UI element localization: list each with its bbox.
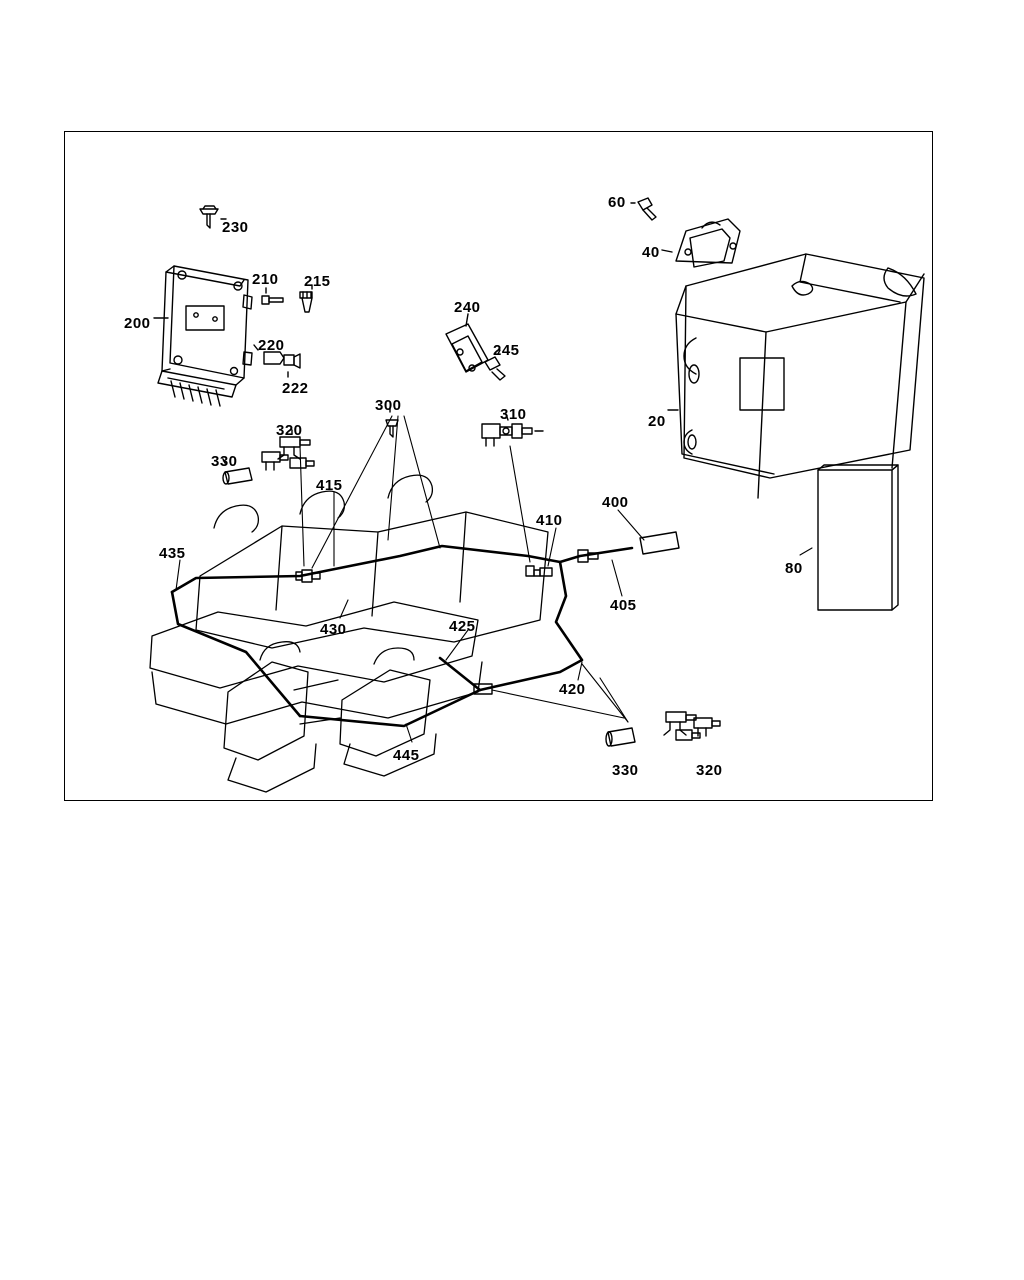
part-20-module-cover — [676, 254, 924, 498]
callout-215: 215 — [304, 273, 331, 290]
callout-435: 435 — [159, 545, 186, 562]
callout-200: 200 — [124, 315, 151, 332]
callout-420: 420 — [559, 681, 586, 698]
part-215-screw — [300, 292, 312, 312]
part-240-bracket — [446, 324, 488, 372]
callout-410: 410 — [536, 512, 563, 529]
callout-430: 430 — [320, 621, 347, 638]
callout-40: 40 — [642, 244, 660, 261]
part-245-bolt — [485, 357, 505, 380]
callout-330-lower: 330 — [612, 762, 639, 779]
part-210-bolt — [262, 296, 283, 304]
callout-330-upper: 330 — [211, 453, 238, 470]
part-330-sleeve-lower — [606, 728, 635, 746]
callout-310: 310 — [500, 406, 527, 423]
part-320-connectors-lower — [664, 712, 720, 740]
callout-300: 300 — [375, 397, 402, 414]
callout-405: 405 — [610, 597, 637, 614]
callout-400: 400 — [602, 494, 629, 511]
part-330-sleeve-upper — [223, 468, 252, 484]
part-60-screw — [638, 198, 656, 220]
callout-425: 425 — [449, 618, 476, 635]
wiring-harness — [172, 546, 632, 726]
callout-320-upper: 320 — [276, 422, 303, 439]
part-230-clip — [200, 206, 218, 228]
callout-80: 80 — [785, 560, 803, 577]
part-220-222-connector — [264, 352, 300, 368]
callout-222: 222 — [282, 380, 309, 397]
callout-210: 210 — [252, 271, 279, 288]
part-40-bracket — [676, 219, 740, 267]
part-200-control-module — [158, 266, 252, 406]
seats-illustration — [150, 475, 548, 792]
part-310-connector — [482, 424, 532, 446]
callout-240: 240 — [454, 299, 481, 316]
callout-60: 60 — [608, 194, 626, 211]
callout-220: 220 — [258, 337, 285, 354]
callout-230: 230 — [222, 219, 249, 236]
callout-320-lower: 320 — [696, 762, 723, 779]
callout-445: 445 — [393, 747, 420, 764]
callout-245: 245 — [493, 342, 520, 359]
part-320-connectors-upper — [262, 437, 314, 470]
callout-20: 20 — [648, 413, 666, 430]
part-80-document — [818, 465, 898, 610]
callout-415: 415 — [316, 477, 343, 494]
